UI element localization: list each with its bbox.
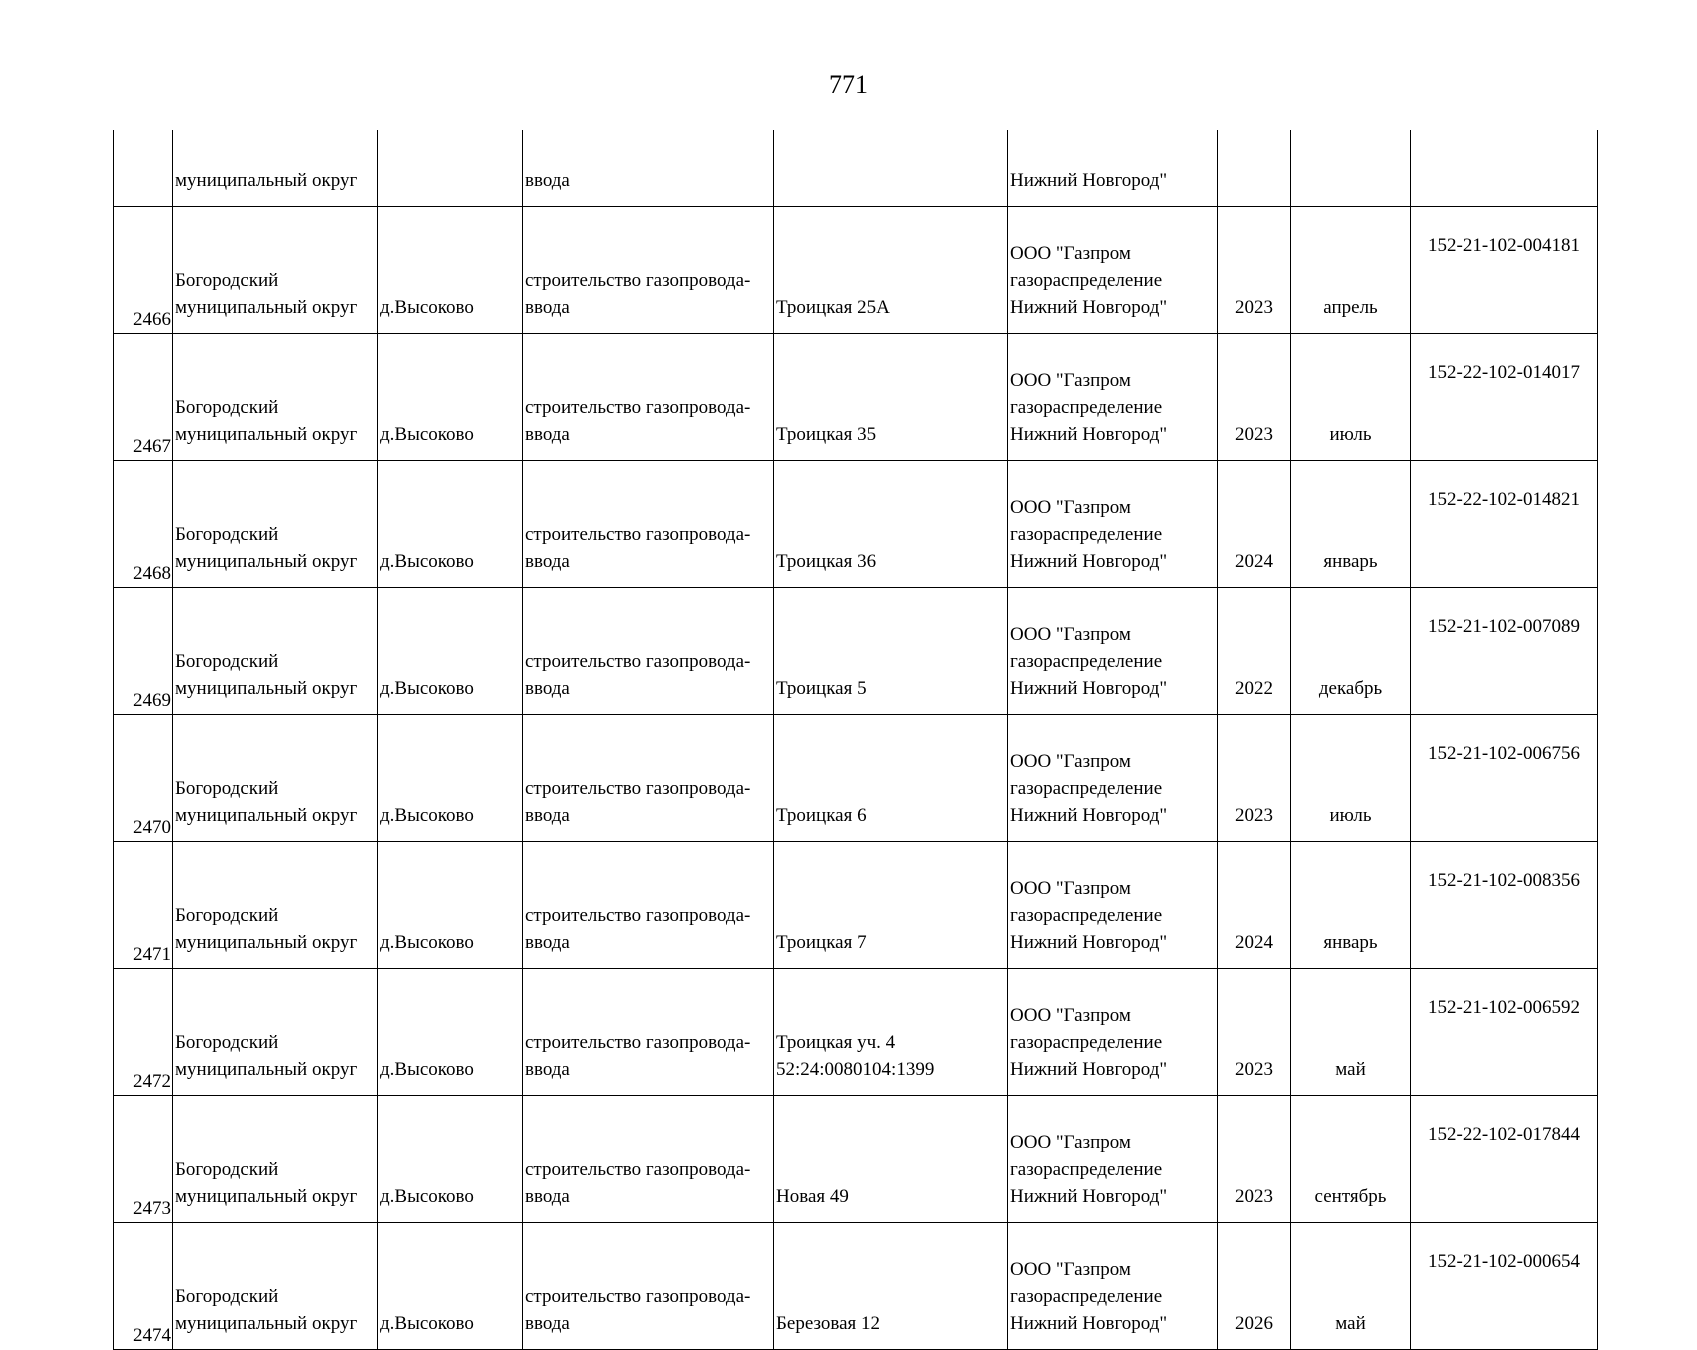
cell-work [523,588,774,715]
code-text: 152-21-102-006592 [1428,997,1580,1018]
work-line: строительство газопровода- [525,270,751,291]
cell-year [1218,130,1291,207]
organization-line: газораспределение [1010,778,1163,799]
work-line: строительство газопровода- [525,524,751,545]
district-line: муниципальный округ [175,424,358,445]
organization-line: Нижний Новгород" [1010,932,1168,953]
address-line: Троицкая 35 [776,424,877,445]
cell-work [523,715,774,842]
cell-district [173,715,378,842]
cell-year [1218,969,1291,1096]
district-line: муниципальный округ [175,932,358,953]
cell-number [114,207,173,334]
cell-settlement [378,1223,523,1350]
cell-settlement [378,207,523,334]
cell-settlement [378,461,523,588]
work-line: строительство газопровода- [525,905,751,926]
district-line: муниципальный округ [175,297,358,318]
work-line: строительство газопровода- [525,1159,751,1180]
cell-organization [1008,334,1218,461]
cell-month [1291,461,1411,588]
work-line: ввода [525,1186,570,1207]
cell-month [1291,130,1411,207]
cell-organization [1008,461,1218,588]
organization-line: газораспределение [1010,1159,1163,1180]
cell-number [114,842,173,969]
organization-line: газораспределение [1010,524,1163,545]
organization-line: Нижний Новгород" [1010,1186,1168,1207]
organization-line: газораспределение [1010,651,1163,672]
district-line: Богородский [175,778,279,799]
month-text: май [1335,1059,1366,1080]
cell-organization [1008,969,1218,1096]
cell-month [1291,1096,1411,1223]
table-row [114,588,1598,715]
cell-month [1291,207,1411,334]
address-line: 52:24:0080104:1399 [776,1059,935,1080]
work-line: строительство газопровода- [525,1032,751,1053]
month-text: декабрь [1318,678,1383,699]
cell-code [1411,588,1598,715]
table-row-continued [114,130,1598,207]
work-line: ввода [525,805,570,826]
cell-district [173,334,378,461]
row-number: 2468 [133,563,171,584]
code-text: 152-21-102-000654 [1428,1251,1580,1272]
cell-code [1411,130,1598,207]
cell-number [114,1096,173,1223]
month-text: май [1335,1313,1366,1334]
cell-year [1218,334,1291,461]
table-row [114,842,1598,969]
settlement-text: д.Высоково [380,1313,474,1334]
cell-address [774,969,1008,1096]
year-text: 2023 [1235,424,1273,445]
cell-code [1411,969,1598,1096]
address-line: Троицкая 25А [776,297,890,318]
row-number: 2474 [133,1325,171,1346]
cell-code [1411,334,1598,461]
year-text: 2023 [1235,805,1273,826]
work-line: ввода [525,1313,570,1334]
cell-work [523,969,774,1096]
settlement-text: д.Высоково [380,297,474,318]
cell-code [1411,207,1598,334]
organization-line: Нижний Новгород" [1010,1059,1168,1080]
cell-district [173,842,378,969]
table-row [114,461,1598,588]
code-text: 152-22-102-014017 [1428,362,1580,383]
organization-line: ООО "Газпром [1010,243,1131,264]
district-line: Богородский [175,651,279,672]
cell-settlement [378,842,523,969]
cell-settlement [378,969,523,1096]
district-line: Богородский [175,1032,279,1053]
cell-address [774,130,1008,207]
cell-address [774,461,1008,588]
cell-code [1411,461,1598,588]
work-line: строительство газопровода- [525,397,751,418]
work-line: ввода [525,424,570,445]
organization-line: ООО "Газпром [1010,624,1131,645]
cell-address [774,1223,1008,1350]
cell-year [1218,842,1291,969]
address-line: Березовая 12 [776,1313,881,1334]
cell-work: ввода [523,130,774,207]
table-row [114,715,1598,842]
year-text: 2024 [1235,551,1273,572]
year-text: 2023 [1235,1186,1273,1207]
cell-organization [1008,842,1218,969]
row-number: 2470 [133,817,171,838]
cell-address [774,588,1008,715]
district-line: Богородский [175,1159,279,1180]
work-line: ввода [525,932,570,953]
cell-year [1218,715,1291,842]
cell-year [1218,461,1291,588]
cell-address [774,715,1008,842]
organization-line: газораспределение [1010,1286,1163,1307]
organization-line: ООО "Газпром [1010,751,1131,772]
organization-line: Нижний Новгород" [1010,1313,1168,1334]
code-text: 152-22-102-017844 [1428,1124,1580,1145]
address-line: Троицкая 5 [776,678,867,699]
district-line: Богородский [175,397,279,418]
settlement-text: д.Высоково [380,932,474,953]
table-row [114,969,1598,1096]
organization-line: газораспределение [1010,905,1163,926]
organization-line: ООО "Газпром [1010,1005,1131,1026]
cell-work [523,1223,774,1350]
cell-code [1411,715,1598,842]
row-number: 2467 [133,436,171,457]
code-text: 152-21-102-006756 [1428,743,1580,764]
cell-work [523,1096,774,1223]
district-line: муниципальный округ [175,1186,358,1207]
cell-month [1291,969,1411,1096]
organization-line: ООО "Газпром [1010,497,1131,518]
address-line: Троицкая 36 [776,551,877,572]
page-number: 771 [829,70,868,99]
cell-code [1411,842,1598,969]
cell-district [173,207,378,334]
cell-settlement [378,588,523,715]
cell-address [774,207,1008,334]
month-text: сентябрь [1314,1186,1387,1207]
cell-number [114,130,173,207]
cell-number [114,715,173,842]
table-body [114,130,1598,1350]
code-text: 152-21-102-007089 [1428,616,1580,637]
cell-organization [1008,1096,1218,1223]
row-number: 2466 [133,309,171,330]
settlement-text: д.Высоково [380,424,474,445]
year-text: 2023 [1235,1059,1273,1080]
organization-line: ООО "Газпром [1010,370,1131,391]
cell-year [1218,207,1291,334]
month-text: январь [1323,551,1378,572]
cell-settlement [378,130,523,207]
cell-settlement [378,715,523,842]
settlement-text: д.Высоково [380,551,474,572]
cell-settlement [378,334,523,461]
district-line: муниципальный округ [175,1313,358,1334]
cell-number [114,1223,173,1350]
month-text: июль [1329,424,1372,445]
settlement-text: д.Высоково [380,805,474,826]
cell-address [774,1096,1008,1223]
cell-district [173,1223,378,1350]
cell-number [114,969,173,1096]
cell-code [1411,1223,1598,1350]
cell-month [1291,842,1411,969]
month-text: январь [1323,932,1378,953]
organization-line: ООО "Газпром [1010,878,1131,899]
work-line: строительство газопровода- [525,651,751,672]
district-line: Богородский [175,270,279,291]
work-line: ввода [525,678,570,699]
cell-address [774,842,1008,969]
district-line: Богородский [175,524,279,545]
cell-code [1411,1096,1598,1223]
cell-month [1291,588,1411,715]
month-text: апрель [1323,297,1378,318]
address-line: Троицкая 7 [776,932,867,953]
cell-number [114,334,173,461]
address-line: Новая 49 [776,1186,849,1207]
work-line: строительство газопровода- [525,1286,751,1307]
cell-organization [1008,715,1218,842]
organization-line: Нижний Новгород" [1010,805,1168,826]
district-line: муниципальный округ [175,678,358,699]
organization-line: Нижний Новгород" [1010,424,1168,445]
cell-work [523,461,774,588]
code-text: 152-21-102-008356 [1428,870,1580,891]
cell-settlement [378,1096,523,1223]
code-text: 152-22-102-014821 [1428,489,1580,510]
work-line: ввода [525,1059,570,1080]
settlement-text: д.Высоково [380,1059,474,1080]
district-line: Богородский [175,1286,279,1307]
row-number: 2473 [133,1198,171,1219]
district-line: муниципальный округ [175,805,358,826]
row-number: 2472 [133,1071,171,1092]
settlement-text: д.Высоково [380,678,474,699]
work-line: ввода [525,297,570,318]
organization-line: газораспределение [1010,270,1163,291]
district-line: муниципальный округ [175,1059,358,1080]
work-line: строительство газопровода- [525,778,751,799]
address-line: Троицкая 6 [776,805,867,826]
organization-line: газораспределение [1010,1032,1163,1053]
cell-month [1291,1223,1411,1350]
cell-year [1218,1223,1291,1350]
table-row [114,1223,1598,1350]
organization-line: ООО "Газпром [1010,1259,1131,1280]
organization-line: газораспределение [1010,397,1163,418]
year-text: 2024 [1235,932,1273,953]
cell-work [523,207,774,334]
registry-table [113,130,1598,1350]
district-line: муниципальный округ [175,551,358,572]
cell-number [114,461,173,588]
table-row [114,334,1598,461]
year-text: 2026 [1235,1313,1273,1334]
cell-district [173,461,378,588]
cell-district [173,588,378,715]
address-line: Троицкая уч. 4 [776,1032,896,1053]
row-number: 2471 [133,944,171,965]
cell-organization: Нижний Новгород" [1008,130,1218,207]
cell-district [173,1096,378,1223]
cell-address [774,334,1008,461]
cell-work [523,334,774,461]
organization-line: Нижний Новгород" [1010,678,1168,699]
code-text: 152-21-102-004181 [1428,235,1580,256]
district-line: Богородский [175,905,279,926]
year-text: 2022 [1235,678,1273,699]
cell-work [523,842,774,969]
cell-year [1218,1096,1291,1223]
organization-line: Нижний Новгород" [1010,297,1168,318]
cell-organization [1008,1223,1218,1350]
cell-year [1218,588,1291,715]
cell-month [1291,715,1411,842]
cell-number [114,588,173,715]
settlement-text: д.Высоково [380,1186,474,1207]
work-line: ввода [525,551,570,572]
cell-organization [1008,207,1218,334]
cell-district: муниципальный округ [173,130,378,207]
organization-line: Нижний Новгород" [1010,551,1168,572]
table-row [114,207,1598,334]
month-text: июль [1329,805,1372,826]
cell-month [1291,334,1411,461]
year-text: 2023 [1235,297,1273,318]
row-number: 2469 [133,690,171,711]
organization-line: ООО "Газпром [1010,1132,1131,1153]
table-row [114,1096,1598,1223]
cell-district [173,969,378,1096]
cell-organization [1008,588,1218,715]
